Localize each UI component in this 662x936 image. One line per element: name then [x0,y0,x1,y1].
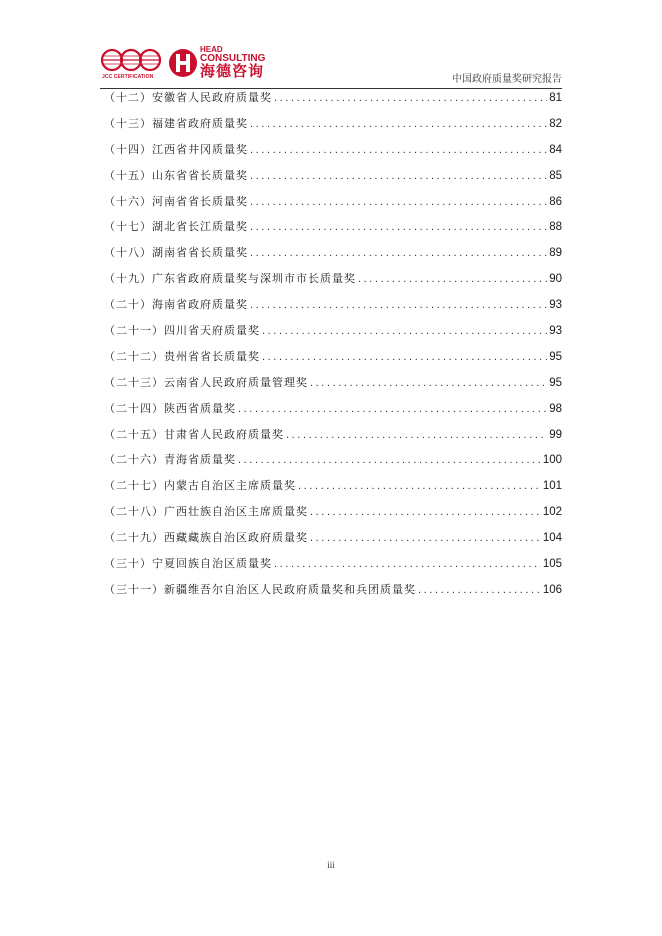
toc-entry-page: 82 [549,117,562,130]
toc-entry-title: （十二）安徽省人民政府质量奖 [104,91,272,104]
head-logo-line3: 海德咨询 [200,62,265,80]
toc-entry-title: （二十二）贵州省省长质量奖 [104,349,260,363]
toc-dot-leader [286,426,547,444]
toc-entry[interactable] [104,400,562,426]
toc-entry-title: （十三）福建省政府质量奖 [104,116,248,130]
toc-dot-leader [250,115,547,133]
toc-entry-title: （二十八）广西壮族自治区主席质量奖 [104,505,308,519]
toc-entry-page: 86 [549,195,562,208]
toc-dot-leader [310,503,541,521]
toc-entry-title: （二十五）甘肃省人民政府质量奖 [104,427,284,441]
toc-entry[interactable] [104,426,562,452]
table-of-contents [104,89,562,607]
toc-dot-leader [250,141,547,159]
toc-dot-leader [310,529,541,547]
toc-entry[interactable] [104,581,562,607]
toc-dot-leader [238,400,547,418]
toc-entry-page: 88 [549,221,562,234]
toc-entry[interactable] [104,451,562,477]
toc-entry-title: （三十一）新疆维吾尔自治区人民政府质量奖和兵团质量奖 [104,582,416,596]
toc-dot-leader [358,270,547,288]
toc-entry-page: 85 [549,169,562,182]
toc-dot-leader [310,374,547,392]
toc-entry[interactable] [104,270,562,296]
toc-entry-page: 105 [542,558,562,571]
toc-dot-leader [262,322,547,340]
toc-entry[interactable] [104,348,562,374]
toc-entry-page: 84 [549,143,562,156]
toc-dot-leader [262,348,547,366]
toc-entry[interactable] [104,167,562,193]
toc-entry-title: （十七）湖北省长江质量奖 [104,220,248,234]
toc-entry-title: （十六）河南省省长质量奖 [104,194,248,208]
toc-entry-page: 100 [542,454,562,467]
toc-entry-title: （二十六）青海省质量奖 [104,453,236,467]
toc-entry-page: 104 [542,532,562,545]
toc-entry[interactable] [104,322,562,348]
toc-entry-page: 90 [549,273,562,286]
toc-entry[interactable] [104,244,562,270]
toc-dot-leader [250,218,547,236]
toc-entry-title: （十四）江西省井冈质量奖 [104,142,248,156]
jcc-logo-text: JCC CERTIFICATION [102,74,154,80]
toc-dot-leader [418,581,541,599]
toc-entry-title: （十九）广东省政府质量奖与深圳市市长质量奖 [104,272,356,286]
toc-dot-leader [274,555,541,573]
toc-entry-title: （三十）宁夏回族自治区质量奖 [104,557,272,571]
toc-dot-leader [238,451,541,469]
toc-entry[interactable] [104,218,562,244]
head-consulting-logo-icon [168,48,198,78]
toc-entry[interactable] [104,296,562,322]
toc-entry-title: （十八）湖南省省长质量奖 [104,246,248,260]
toc-entry-title: （二十三）云南省人民政府质量管理奖 [104,375,308,389]
toc-entry-title: （二十七）内蒙古自治区主席质量奖 [104,479,296,493]
toc-dot-leader [274,89,547,107]
toc-dot-leader [250,244,547,262]
toc-entry-title: （二十一）四川省天府质量奖 [104,324,260,338]
toc-entry-title: （十五）山东省省长质量奖 [104,168,248,182]
toc-entry-page: 101 [542,480,562,493]
toc-entry-page: 89 [549,247,562,260]
toc-entry-page: 99 [549,428,562,441]
toc-entry-page: 102 [542,506,562,519]
toc-entry[interactable] [104,555,562,581]
toc-entry-page: 93 [549,325,562,338]
toc-dot-leader [250,193,547,211]
toc-entry-title: （二十四）陕西省质量奖 [104,401,236,415]
toc-dot-leader [298,477,541,495]
toc-entry[interactable] [104,141,562,167]
toc-entry-title: （二十）海南省政府质量奖 [104,298,248,312]
jcc-certification-logo [100,46,162,86]
toc-entry[interactable] [104,503,562,529]
toc-entry-page: 81 [549,92,562,104]
toc-dot-leader [250,167,547,185]
toc-entry[interactable] [104,477,562,503]
toc-entry-page: 95 [549,376,562,389]
report-title: 中国政府质量奖研究报告 [452,74,562,85]
head-logo-line2: CONSULTING [200,53,266,64]
toc-entry-page: 93 [549,299,562,312]
toc-dot-leader [250,296,547,314]
toc-entry-page: 106 [542,583,562,596]
toc-entry[interactable] [104,529,562,555]
toc-entry[interactable] [104,115,562,141]
toc-entry[interactable] [104,193,562,219]
toc-entry-page: 95 [549,350,562,363]
toc-entry[interactable] [104,89,562,115]
toc-entry-title: （二十九）西藏藏族自治区政府质量奖 [104,531,308,545]
toc-entry-page: 98 [549,402,562,415]
page-number: iii [327,860,335,870]
page-header [100,44,562,90]
toc-entry[interactable] [104,374,562,400]
head-logo-line1: HEAD [200,45,223,54]
